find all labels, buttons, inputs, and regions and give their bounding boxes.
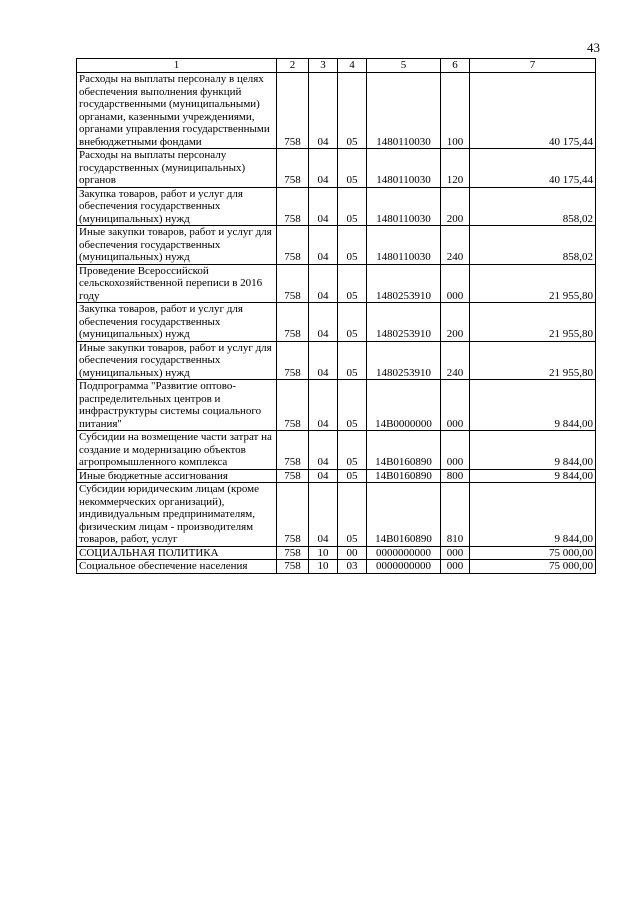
cell-col3: 04	[309, 303, 338, 342]
cell-name: Иные закупки товаров, работ и услуг для обеспечения государственных (муниципальных) нужд	[77, 341, 277, 380]
header-cell: 3	[309, 59, 338, 73]
cell-col4: 05	[338, 483, 367, 547]
cell-col2: 758	[277, 226, 309, 265]
cell-col2: 758	[277, 341, 309, 380]
cell-col6: 100	[441, 73, 470, 149]
cell-col7: 21 955,80	[470, 264, 596, 303]
table-row	[77, 303, 596, 342]
cell-col2: 758	[277, 431, 309, 470]
cell-col3: 04	[309, 341, 338, 380]
cell-name: Иные бюджетные ассигнования	[77, 469, 277, 483]
cell-col6: 200	[441, 187, 470, 226]
cell-col6: 240	[441, 341, 470, 380]
cell-col2: 758	[277, 483, 309, 547]
cell-col5: 1480110030	[367, 226, 441, 265]
table-row	[77, 469, 596, 483]
cell-col3: 04	[309, 483, 338, 547]
cell-col7: 858,02	[470, 187, 596, 226]
cell-name: Субсидии юридическим лицам (кроме некоммерческих организаций), индивидуальным предпринимателям, физическим лицам - производителям товаров, работ, услуг	[77, 483, 277, 547]
cell-col3: 04	[309, 380, 338, 431]
cell-col2: 758	[277, 469, 309, 483]
cell-name: Расходы на выплаты персоналу государственных (муниципальных) органов	[77, 149, 277, 188]
cell-name: Подпрограмма "Развитие оптово-распределительных центров и инфраструктуры системы социального питания"	[77, 380, 277, 431]
cell-col4: 05	[338, 226, 367, 265]
cell-col6: 000	[441, 546, 470, 560]
table-row	[77, 149, 596, 188]
cell-col2: 758	[277, 149, 309, 188]
cell-col5: 14В0000000	[367, 380, 441, 431]
cell-col3: 04	[309, 187, 338, 226]
cell-col5: 1480253910	[367, 341, 441, 380]
cell-name: Субсидии на возмещение части затрат на создание и модернизацию объектов агропромышленного комплекса	[77, 431, 277, 470]
cell-col3: 04	[309, 149, 338, 188]
cell-col3: 04	[309, 226, 338, 265]
cell-name: Расходы на выплаты персоналу в целях обеспечения выполнения функций государственными (муниципальными) органами, казенными учреждениями, органами управления государственными внебюджетными фондами	[77, 73, 277, 149]
cell-name: Проведение Всероссийской сельскохозяйственной переписи в 2016 году	[77, 264, 277, 303]
cell-col2: 758	[277, 546, 309, 560]
header-cell: 2	[277, 59, 309, 73]
header-cell: 6	[441, 59, 470, 73]
cell-col5: 14В0160890	[367, 431, 441, 470]
cell-col7: 9 844,00	[470, 380, 596, 431]
cell-col3: 04	[309, 431, 338, 470]
cell-col2: 758	[277, 187, 309, 226]
cell-col6: 810	[441, 483, 470, 547]
header-cell: 5	[367, 59, 441, 73]
cell-name: Закупка товаров, работ и услуг для обеспечения государственных (муниципальных) нужд	[77, 303, 277, 342]
cell-name: Закупка товаров, работ и услуг для обеспечения государственных (муниципальных) нужд	[77, 187, 277, 226]
cell-col7: 75 000,00	[470, 560, 596, 574]
cell-name: Социальное обеспечение населения	[77, 560, 277, 574]
cell-col6: 800	[441, 469, 470, 483]
cell-col6: 120	[441, 149, 470, 188]
cell-col4: 05	[338, 469, 367, 483]
cell-col4: 05	[338, 187, 367, 226]
header-cell: 4	[338, 59, 367, 73]
cell-col5: 1480253910	[367, 264, 441, 303]
cell-col4: 05	[338, 73, 367, 149]
cell-col6: 000	[441, 560, 470, 574]
cell-col6: 000	[441, 431, 470, 470]
cell-col5: 1480110030	[367, 187, 441, 226]
header-cell: 1	[77, 59, 277, 73]
cell-col5: 14В0160890	[367, 483, 441, 547]
cell-col7: 9 844,00	[470, 431, 596, 470]
cell-col7: 75 000,00	[470, 546, 596, 560]
table-row	[77, 380, 596, 431]
table-row	[77, 431, 596, 470]
cell-col7: 858,02	[470, 226, 596, 265]
cell-col5: 0000000000	[367, 546, 441, 560]
cell-col4: 05	[338, 303, 367, 342]
cell-col7: 9 844,00	[470, 469, 596, 483]
cell-col5: 1480110030	[367, 73, 441, 149]
cell-col5: 1480253910	[367, 303, 441, 342]
cell-name: СОЦИАЛЬНАЯ ПОЛИТИКА	[77, 546, 277, 560]
cell-col7: 21 955,80	[470, 341, 596, 380]
cell-col4: 05	[338, 149, 367, 188]
cell-col4: 05	[338, 431, 367, 470]
cell-col5: 0000000000	[367, 560, 441, 574]
cell-col4: 03	[338, 560, 367, 574]
cell-col2: 758	[277, 560, 309, 574]
cell-col3: 10	[309, 546, 338, 560]
cell-col2: 758	[277, 380, 309, 431]
cell-col2: 758	[277, 264, 309, 303]
cell-col4: 05	[338, 341, 367, 380]
table-row	[77, 226, 596, 265]
cell-col7: 40 175,44	[470, 149, 596, 188]
cell-col2: 758	[277, 303, 309, 342]
table-row	[77, 483, 596, 547]
cell-col6: 200	[441, 303, 470, 342]
cell-col6: 000	[441, 380, 470, 431]
cell-col4: 05	[338, 380, 367, 431]
cell-col3: 04	[309, 469, 338, 483]
cell-col3: 04	[309, 73, 338, 149]
table-row	[77, 341, 596, 380]
header-cell: 7	[470, 59, 596, 73]
cell-col3: 10	[309, 560, 338, 574]
budget-table	[76, 58, 596, 574]
cell-col7: 21 955,80	[470, 303, 596, 342]
cell-col2: 758	[277, 73, 309, 149]
cell-col6: 000	[441, 264, 470, 303]
table-row	[77, 546, 596, 560]
table-row	[77, 264, 596, 303]
cell-col7: 40 175,44	[470, 73, 596, 149]
table-row	[77, 187, 596, 226]
cell-col4: 05	[338, 264, 367, 303]
cell-name: Иные закупки товаров, работ и услуг для обеспечения государственных (муниципальных) нужд	[77, 226, 277, 265]
page-number: 43	[587, 40, 600, 55]
header-row	[77, 59, 596, 73]
cell-col6: 240	[441, 226, 470, 265]
table-row	[77, 560, 596, 574]
cell-col7: 9 844,00	[470, 483, 596, 547]
cell-col3: 04	[309, 264, 338, 303]
table-row	[77, 73, 596, 149]
cell-col5: 1480110030	[367, 149, 441, 188]
cell-col4: 00	[338, 546, 367, 560]
cell-col5: 14В0160890	[367, 469, 441, 483]
